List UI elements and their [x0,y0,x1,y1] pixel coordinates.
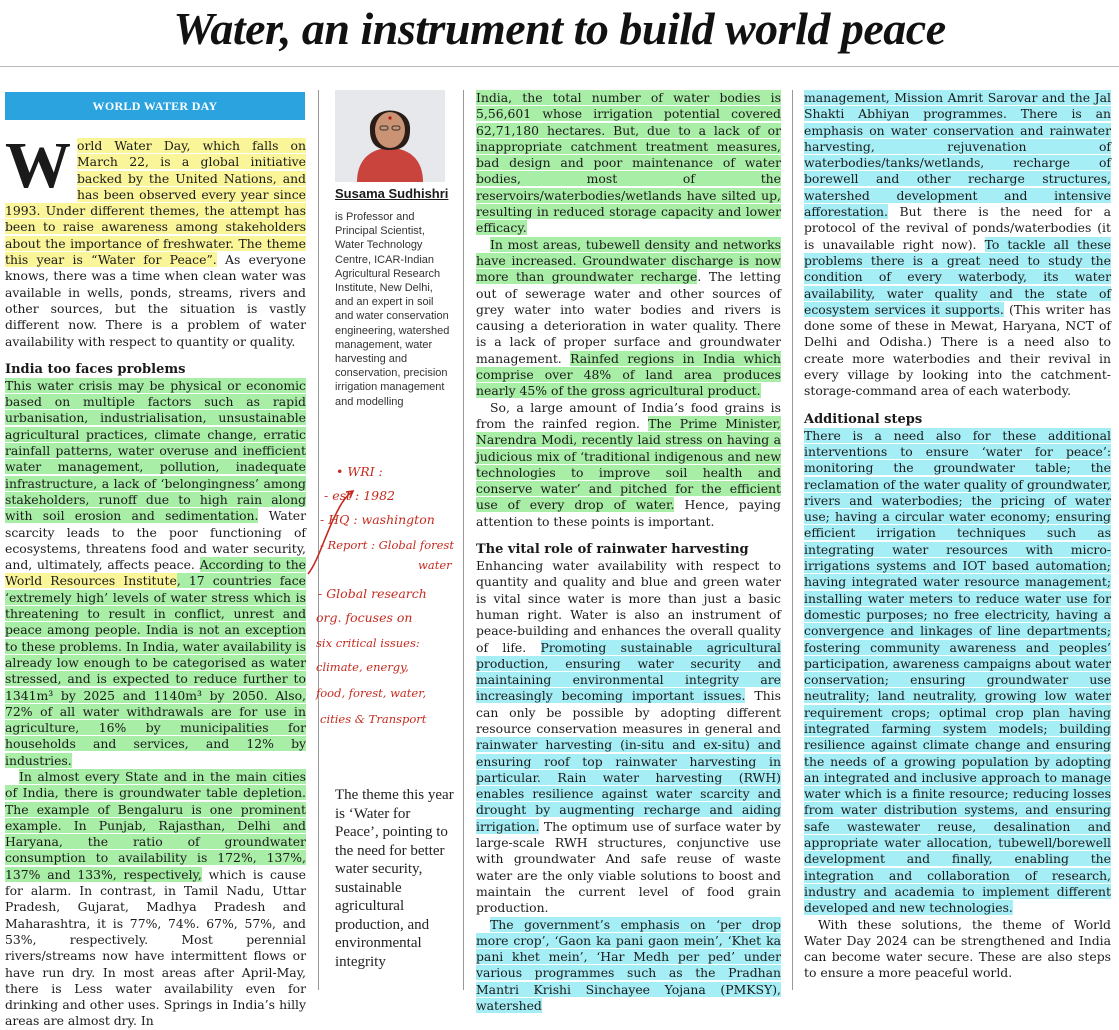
paragraph-text: But there is the need for a protocol of the revival of ponds/waterbodies (it is unavailable right now). [804,204,1111,252]
note-line: • WRI : [336,464,383,479]
note-line: water [418,558,452,572]
drop-cap: W [5,129,71,202]
handwritten-notes [306,462,466,747]
paragraph-text: World Resources Institute [5,573,177,589]
note-line: - Report : Global forest [320,538,454,552]
paragraph-text: To tackle all these problems there is a great need to study the condition of every waterbody, its water availability, water quality and the state of ecosystem services it supports. [804,236,1112,317]
paragraph-text: rainwater harvesting (in-situ and ex-situ) and ensuring roof top rainwater harvesting in particular. Rain water harvesting (RWH) enables resilience against water scarcity and drought by augmenting recharge and aiding irrigation. [476,737,781,834]
paragraph-text: There is a need also for these additional interventions to ensure ‘water for peace’: monitoring the groundwater table; the reclamation of the water quality of groundwater, rivers and waterbodies; the pricing of water use; having a circular water economy; ensuring efficient irrigation techniques such as integrating water resources with micro-irrigations systems and IOT based automation; having integrated water resource management; installing water meters to reduce water use for domestic purposes; no free electricity, having a convergence and linkages of line departments; fostering community awareness and peoples’ participation, awareness campaigns about water conservation; ensuring groundwater use neutrality; land neutrality, growing low water requirement crops; optimal crop plan having integrated farming system models; building resilience against climate change and ensuring the needs of a growing population by adopting an integrated and inclusive approach to manage water which is a finite resource; reducing losses from water distribution systems, and ensuring safe wastewater reuse, desalination and appropriate water allocation, tubewell/borewell development and finally, enabling the integration and collaboration of research, industry and academia to implement different developed and new technologies. [804,427,1111,916]
paragraph-text: Enhancing water availability with respect to quantity and quality and blue and green water is vital since water is more than just a basic human right. Water is also an instrument of peace-building and enhances the overall quality of life. [476,558,781,655]
paragraph-text: orld Water Day, which falls on March 22, is a global initiative backed by the United Nations, and has been observed every year since 1993. Under different themes, the attempt has been to raise awareness among stakeholders about the importance of freshwater. The theme this year is “Water for Peace”. [5,138,306,268]
paragraph-text: Hence, paying attention to these points is important. [476,497,781,529]
note-line: org. focuses on [316,610,413,625]
paragraph-text: As everyone knows, there was a time when clean water was available in wells, ponds, streams, rivers and other sources, but the situation is vastly different now. There is a problem of water availability with respect to quantity or quality. [5,252,307,349]
paragraph-text: which is cause for alarm. In contrast, in Tamil Nadu, Uttar Pradesh, Gujarat, Madhya Pradesh and Maharashtra, it is 77%, 74%. 67%, 57%, and 53%, respectively. Most perennial rivers/streams now have intermittent flows or have run dry. In most areas after April-May, there is Less water availability even for drinking and other uses. Springs in India’s hilly areas are almost dry. In [5,866,307,1029]
paragraph-text: This can only be possible by adopting different resource conservation measures in general and [476,688,781,736]
author-bio: is Professor and Principal Scientist, Water Technology Centre, ICAR-Indian Agricultural Research Institute, New Delhi, and an expert in soil and water conservation engineering, watershed management, water harvesting and conservation, precision irrigation management and modelling [335,211,450,408]
subheading: India too faces problems [5,361,186,377]
paragraph-text: Rainfed regions in India which comprise over 48% of land area produces nearly 45% of the gross agricultural product. [476,350,781,399]
paragraph-text: India, the total number of water bodies is 5,56,601 whose irrigation potential covered 62,71,180 hectares. But, due to a lack of or inappropriate catchment treatment measures, bad design and poor maintenance of water bodies, most of the reservoirs/waterbodies/wetlands have silted up, resulting in reduced storage capacity and lower efficacy. [476,90,781,236]
column-divider [792,90,793,990]
note-line: cities & Transport [320,712,427,726]
note-line: - est : 1982 [324,488,396,503]
paragraph-text: This water crisis may be physical or economic based on multiple factors such as rapid urbanisation, industrialisation, unsustainable agricultural practices, climate change, erratic rainfall patterns, water overuse and inefficient water management, pollution, inadequate infrastructure, a lack of ‘belongingness’ among stakeholders, runoff due to high rain along with soil erosion and sedimentation. [5,377,306,524]
note-line: - HQ : washington [320,512,435,527]
article-column-1 [5,129,307,1030]
article-column-3 [476,90,781,1014]
subheading: Additional steps [804,411,923,427]
paragraph-text: , 17 countries face ‘extremely high’ levels of water stress which is threatening to result in conflict, unrest and peace among people. India is not an exception to these problems. In India, water availability is already low enough to be categorised as water stressed, and is expected to reduce further to 1341m³ by 2025 and 1140m³ by 2050. Also, 72% of all water withdrawals are for use in agriculture, 16% by municipalities for households and services, and 12% by industries. [5,573,307,768]
paragraph-text: The optimum use of surface water by large-scale RWH structures, conjunctive use with groundwater And safe reuse of waste water are the only viable solutions to boost and maintain the current level of food grain production. [476,818,781,916]
paragraph-text: So, a large amount of India’s food grains is from the rainfed region. [476,399,781,431]
annotation-arrow-icon [306,462,466,747]
note-line: six critical issues: [316,636,420,650]
paragraph-text: In almost every State and in the main cities of India, there is groundwater table depletion. The example of Bengaluru is one prominent example. In Punjab, Rajasthan, Delhi and Haryana, the ratio of groundwater consumption to availability is 172%, 137%, 137% and 133%, respectively, [5,768,306,882]
paragraph-text: According to the [199,557,307,573]
headline: Water, an instrument to build world peace [173,3,946,54]
paragraph-text: management, Mission Amrit Sarovar and the Jal Shakti Abhiyan programmes. There is an emphasis on water conservation and rainwater harvesting, rejuvenation of waterbodies/tanks/wetlands, recharge of borewell and other recharge structures, watershed development and intensive afforestation. [804,90,1111,220]
section-tag: WORLD WATER DAY [5,92,305,120]
author-name: Susama Sudhishri [335,186,449,201]
article-column-4 [804,90,1111,982]
note-line: climate, energy, [316,660,409,674]
paragraph-text: Water scarcity leads to the poor functioning of ecosystems, threatens food and water security, and, ultimately, affects peace. [5,508,306,573]
paragraph-text: In most areas, tubewell density and networks have increased. Groundwater discharge is now more than groundwater recharge [476,236,781,285]
subheading: The vital role of rainwater harvesting [476,542,749,558]
top-rule [0,66,1119,67]
paragraph-text: Promoting sustainable agricultural production, ensuring water security and maintaining environmental integrity are increasingly becoming important issues. [476,639,781,704]
paragraph-text: The Prime Minister, Narendra Modi, recently laid stress on having a judicious mix of ‘traditional indigenous and new technologies to improve soil health and conserve water’ and pitched for the efficient use of every drop of water. [476,415,781,513]
paragraph-text: . The letting out of sewerage water and other sources of grey water into water bodies and rivers is causing a deterioration in water quality. There is a lack of proper surface and groundwater management. [476,269,781,366]
paragraph-text: The government’s emphasis on ‘per drop more crop’, ‘Gaon ka pani gaon mein’, ‘Khet ka pani khet mein’, ‘Har Medh per ped’ under various programmes such as the Pradhan Mantri Krishi Sinchayee Yojana (PMKSY), watershed [476,916,781,1014]
pull-quote: The theme this year is ‘Water for Peace’, pointing to the need for better water security, sustainable agricultural production, and environmental integrity [335,787,454,970]
paragraph-text: (This writer has done some of these in Mewat, Haryana, NCT of Delhi and Odisha.) There is a need also to create more waterbodies and their revival in every village by looking into the catchment-storage-command area of each waterbody. [804,301,1112,399]
author-portrait-icon [335,90,445,182]
paragraph-text: With these solutions, the theme of World Water Day 2024 can be strengthened and India can become water secure. These are also steps to ensure a more peaceful world. [804,916,1111,981]
note-line: - Global research [318,586,427,601]
author-photo [335,90,445,182]
note-line: food, forest, water, [316,686,427,700]
